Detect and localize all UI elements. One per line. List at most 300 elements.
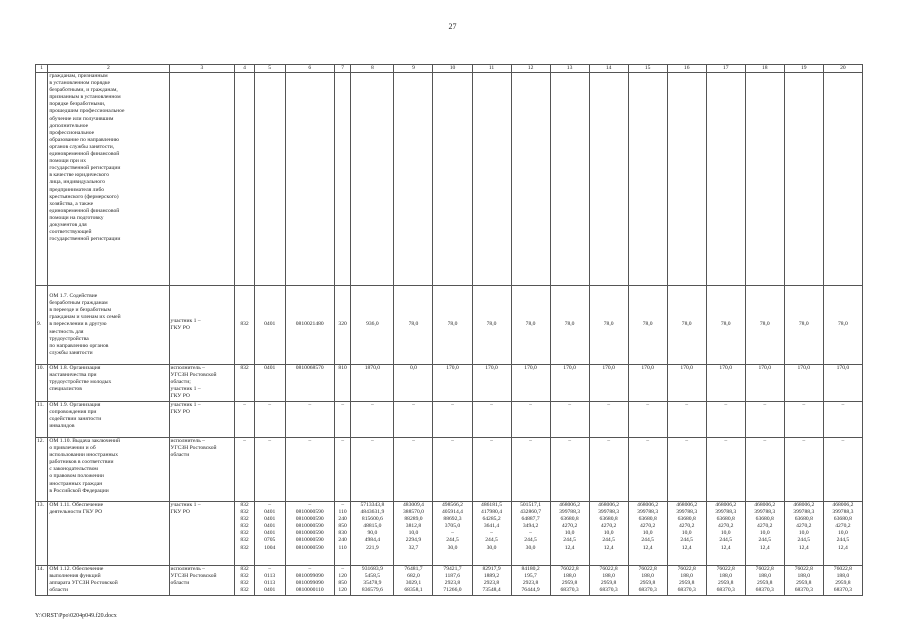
table-row (36, 438, 863, 502)
cell-line: 240 (338, 537, 347, 544)
cell-line: 30,0 (447, 544, 458, 551)
cell-line: 832 (240, 530, 249, 537)
cell-line: 399788,3 (559, 509, 581, 516)
table-cell (706, 566, 745, 596)
table-row (36, 365, 863, 402)
cell-line: 90,0 (367, 530, 378, 537)
cell-line: 832 (240, 509, 249, 516)
cell-line: 244,5 (680, 537, 693, 544)
table-cell (589, 566, 628, 596)
table-cell (169, 402, 235, 438)
cell-line: УГСЗН Ростовской (170, 573, 217, 580)
table-cell (511, 402, 550, 438)
cell-line: 170,0 (641, 365, 654, 371)
cell-line: 0810021480 (295, 321, 324, 328)
cell-line: 78,0 (681, 321, 692, 328)
cell-line: 4270,2 (757, 523, 773, 530)
cell-line: 78,0 (486, 321, 497, 328)
table-cell (628, 365, 667, 402)
cell-line: 832 (240, 537, 249, 544)
table-cell (169, 566, 235, 596)
table-cell (235, 365, 255, 402)
cell-line: 0401 (264, 365, 276, 371)
cell-line: ОМ 1.11. Обеспечение (49, 502, 104, 508)
cell-line: гражданам, признанным (49, 73, 108, 79)
cell-line: 170,0 (758, 365, 772, 371)
cell-line: 78,0 (525, 321, 536, 328)
table-cell (394, 566, 433, 596)
cell-line: о привлечении и об (49, 445, 96, 452)
cell-line: 78,0 (408, 321, 419, 328)
cell-line: 2959,8 (678, 580, 695, 587)
table-cell (784, 566, 823, 596)
cell-line: 320 (338, 321, 347, 328)
cell-line: 0705 (264, 537, 276, 544)
cell-line: 188,0 (836, 573, 850, 580)
cell-line: ОМ 1.8. Организация (49, 365, 101, 371)
table-cell (550, 502, 589, 566)
cell-line: участник 1 – (170, 386, 201, 393)
table-cell (550, 438, 589, 502)
table-cell (169, 73, 235, 286)
table-cell (511, 438, 550, 502)
cell-line: области; (170, 379, 191, 386)
cell-line: – (243, 402, 246, 408)
cell-line: – (802, 438, 806, 444)
table-cell (706, 365, 745, 402)
cell-line: 2923,8 (522, 580, 539, 587)
column-number-header: 17 (706, 65, 745, 73)
table-cell (745, 73, 784, 286)
cell-line: 71266,0 (443, 587, 462, 594)
cell-line: 244,5 (485, 537, 498, 544)
cell-line: 2959,8 (718, 580, 734, 587)
table-cell (334, 402, 350, 438)
cell-line: 832 (240, 516, 249, 523)
cell-line: 68370,3 (755, 587, 774, 594)
cell-line: 2959,8 (639, 580, 656, 587)
cell-line: исполнитель – (170, 438, 205, 444)
cell-line: ОМ 1.10. Выдача заключений (49, 438, 121, 444)
table-cell (169, 502, 235, 566)
cell-line: аппарата УГСЗН Ростовской (49, 580, 118, 587)
cell-line: 0113 (264, 580, 276, 587)
cell-line: единовременной финансовой (49, 207, 120, 214)
cell-line: области (49, 587, 69, 594)
table-cell (334, 365, 350, 402)
table-cell (254, 502, 285, 566)
cell-line: 830 (338, 530, 347, 537)
cell-line: с законодательством (49, 466, 98, 473)
cell-line: 12. (37, 438, 44, 444)
table-cell (628, 286, 667, 365)
cell-line: – (268, 402, 272, 408)
cell-line: в переезде и безработным (49, 307, 112, 314)
cell-line: в переселении в другую (49, 321, 107, 328)
column-number-header: 20 (823, 65, 862, 73)
column-number-header: 12 (511, 65, 550, 73)
cell-line: 76481,7 (404, 566, 423, 572)
cell-line: 3494,2 (522, 523, 539, 530)
table-cell (511, 73, 550, 286)
column-number-header: 15 (628, 65, 667, 73)
cell-line: 73548,4 (482, 587, 501, 594)
cell-line: о правовом положении (49, 473, 104, 480)
cell-line: 0401 (264, 587, 276, 594)
cell-line: 240 (338, 516, 347, 523)
cell-line: 68370,3 (560, 587, 579, 594)
table-cell (36, 566, 48, 596)
cell-line: – (451, 530, 454, 537)
cell-line: – (268, 502, 272, 508)
cell-line: 1889,2 (483, 573, 500, 580)
column-number-header: 11 (472, 65, 511, 73)
cell-line: 170,0 (602, 365, 615, 371)
cell-line: 5713343,8 (360, 502, 385, 508)
table-cell (36, 438, 48, 502)
cell-line: 76022,8 (755, 566, 774, 572)
cell-line: 110 (338, 509, 347, 516)
table-cell (36, 502, 48, 566)
table-cell (334, 286, 350, 365)
column-number-header: 10 (433, 65, 472, 73)
table-cell (285, 566, 334, 596)
cell-line: – (308, 438, 312, 444)
cell-line: ОМ 1.9. Организация (49, 402, 101, 408)
table-cell (48, 566, 169, 596)
cell-line: 79421,7 (443, 566, 462, 572)
cell-line: 815600,6 (361, 516, 383, 523)
column-number-header: 14 (589, 65, 628, 73)
table-cell (550, 365, 589, 402)
cell-line: 4270,2 (678, 523, 695, 530)
cell-line: деятельности ГКУ РО (49, 509, 103, 516)
table-cell (511, 286, 550, 365)
cell-line: 170,0 (836, 365, 850, 371)
cell-line: 12,4 (681, 544, 692, 551)
cell-line: 0810099090 (295, 580, 324, 587)
table-cell (254, 438, 285, 502)
cell-line: 0401 (264, 321, 276, 328)
table-cell (235, 73, 255, 286)
cell-line: – (243, 438, 246, 444)
table-cell (706, 438, 745, 502)
cell-line: порядке безработными, (49, 101, 106, 108)
table-cell (472, 73, 511, 286)
table-cell (433, 286, 472, 365)
cell-line: 76022,8 (560, 566, 579, 572)
cell-line: безработным гражданам (49, 300, 108, 307)
table-cell (550, 402, 589, 438)
cell-line: 0401 (264, 530, 276, 537)
table-cell (334, 566, 350, 596)
column-number-header: 9 (394, 65, 433, 73)
cell-line: 850 (338, 523, 347, 530)
table-cell (235, 566, 255, 596)
cell-line: 836579,6 (361, 587, 383, 594)
cell-line: 244,5 (602, 537, 615, 544)
cell-line: – (490, 402, 493, 408)
table-cell (254, 566, 285, 596)
table-cell (334, 73, 350, 286)
cell-line: 468006,2 (754, 502, 776, 508)
cell-line: 68370,3 (833, 587, 852, 594)
column-number-header: 3 (169, 65, 235, 73)
table-cell (784, 73, 823, 286)
cell-line: 2959,8 (835, 580, 851, 587)
table-cell (394, 402, 433, 438)
table-cell (550, 286, 589, 365)
cell-line: 2294,9 (405, 537, 422, 544)
cell-line: 12,4 (642, 544, 653, 551)
table-cell (550, 566, 589, 596)
table-cell (745, 402, 784, 438)
cell-line: 0810099090 (295, 573, 324, 580)
cell-line: исполнитель – (170, 566, 205, 572)
cell-line: ГКУ РО (170, 393, 190, 400)
cell-line: – (568, 402, 571, 408)
cell-line: 2923,8 (444, 580, 461, 587)
table-cell (169, 286, 235, 365)
column-number-header: 13 (550, 65, 589, 73)
column-number-header: 2 (48, 65, 169, 73)
cell-line: 4270,2 (600, 523, 617, 530)
cell-line: гражданам и членам их семей (49, 314, 121, 321)
cell-line: 170,0 (563, 365, 576, 371)
cell-line: 244,5 (836, 537, 850, 544)
table-cell (667, 286, 706, 365)
table-header-row (36, 65, 863, 73)
cell-line: 244,5 (719, 537, 733, 544)
cell-line: трудоустройстве молодых (49, 379, 112, 386)
cell-line: 0,0 (409, 365, 417, 371)
table-cell (169, 438, 235, 502)
cell-line: в Российской Федерации (49, 487, 109, 494)
cell-line: 0810000590 (295, 530, 324, 537)
cell-line: 64887,7 (521, 516, 540, 523)
cell-line: 0401 (264, 509, 276, 516)
cell-line: 399788,3 (793, 509, 815, 516)
cell-line: местность для (49, 328, 84, 335)
table-row (36, 402, 863, 438)
cell-line: 468006,2 (715, 502, 737, 508)
table-cell (285, 402, 334, 438)
cell-line: 48815,0 (363, 523, 382, 530)
table-cell (433, 502, 472, 566)
cell-line: 10,0 (720, 530, 731, 537)
cell-line: 10,0 (603, 530, 614, 537)
table-cell (823, 73, 862, 286)
cell-line: 120 (338, 573, 347, 580)
cell-line: 10,0 (798, 530, 809, 537)
table-cell (823, 502, 862, 566)
cell-line: ГКУ РО (170, 409, 190, 416)
cell-line: 399788,3 (637, 509, 659, 516)
table-cell (784, 438, 823, 502)
cell-line: 0810000590 (295, 516, 324, 523)
cell-line: – (724, 402, 728, 408)
table-cell (667, 438, 706, 502)
cell-line: 10. (37, 365, 44, 371)
cell-line: ОМ 1.12. Обеспечение (49, 566, 104, 572)
cell-line: 188,0 (797, 573, 811, 580)
cell-line: 76444,9 (521, 587, 540, 594)
cell-line: содействии занятости (49, 416, 102, 423)
cell-line: в установленном порядке (49, 80, 110, 87)
cell-line: 63680,8 (638, 516, 657, 523)
cell-line: 3641,4 (483, 523, 500, 530)
cell-line: 432860,7 (520, 509, 542, 516)
cell-line: области (170, 452, 190, 459)
cell-line: 13. (37, 502, 44, 508)
table-cell (823, 402, 862, 438)
cell-line: 0810000110 (295, 587, 324, 594)
table-cell (550, 73, 589, 286)
cell-line: 5458,5 (364, 573, 381, 580)
cell-line: 63680,8 (716, 516, 735, 523)
cell-line: 0401 (264, 516, 276, 523)
cell-line: 832 (240, 573, 249, 580)
cell-line: 832 (240, 502, 249, 508)
cell-line: – (490, 530, 493, 537)
cell-line: 78,0 (838, 321, 848, 328)
cell-line: помощи на подготовку (49, 214, 104, 221)
cell-line: 832 (240, 544, 249, 551)
cell-line: 3029,1 (405, 580, 422, 587)
cell-line: 832 (240, 523, 249, 530)
column-number-header: 8 (351, 65, 394, 73)
cell-line: – (341, 566, 344, 572)
cell-line: 244,5 (446, 537, 459, 544)
cell-line: – (308, 502, 312, 508)
cell-line: 483009,4 (402, 502, 424, 508)
cell-line: 832 (240, 580, 249, 587)
cell-line: 30,0 (525, 544, 536, 551)
cell-line: 0113 (264, 573, 276, 580)
cell-line: 68370,3 (794, 587, 813, 594)
cell-line: 832 (240, 566, 249, 572)
cell-line: 78,0 (603, 321, 614, 328)
cell-line: 63680,8 (794, 516, 813, 523)
cell-line: – (763, 402, 767, 408)
table-cell (351, 438, 394, 502)
cell-line: 2923,8 (483, 580, 500, 587)
column-number-header: 16 (667, 65, 706, 73)
cell-line: 468006,2 (637, 502, 659, 508)
cell-line: службы занятости (49, 349, 93, 356)
cell-line: 12,4 (720, 544, 731, 551)
cell-line: 78,0 (642, 321, 653, 328)
table-cell (48, 73, 169, 286)
cell-line: 399788,3 (676, 509, 698, 516)
cell-line: по направлению органов (49, 342, 109, 349)
table-cell (589, 502, 628, 566)
cell-line: 170,0 (797, 365, 811, 371)
cell-line: – (341, 438, 344, 444)
table-cell (433, 566, 472, 596)
cell-line: профессиональное (49, 129, 95, 136)
cell-line: – (646, 438, 650, 444)
table-cell (334, 502, 350, 566)
cell-line: 12,4 (564, 544, 575, 551)
cell-line: 30,0 (486, 544, 497, 551)
cell-line: 4270,2 (796, 523, 812, 530)
cell-line: 9. (37, 321, 42, 328)
cell-line: 68370,3 (677, 587, 696, 594)
cell-line: 78,0 (447, 321, 458, 328)
cell-line: 68370,3 (638, 587, 657, 594)
cell-line: 188,0 (563, 573, 576, 580)
table-cell (823, 365, 862, 402)
table-cell (235, 286, 255, 365)
column-number-header: 19 (784, 65, 823, 73)
cell-line: 170,0 (680, 365, 693, 371)
cell-line: документов для (49, 221, 87, 228)
cell-line: – (529, 438, 532, 444)
table-cell (235, 402, 255, 438)
cell-line: 468006,2 (559, 502, 581, 508)
cell-line: 388570,0 (402, 509, 424, 516)
cell-line: 63680,8 (599, 516, 618, 523)
table-cell (285, 502, 334, 566)
cell-line: 417980,4 (481, 509, 503, 516)
cell-line: 2959,8 (561, 580, 578, 587)
cell-line: помощи при их (49, 158, 87, 165)
cell-line: участник 1 – (170, 502, 201, 508)
cell-line: 810 (338, 365, 347, 371)
table-cell (628, 402, 667, 438)
cell-line: 188,0 (758, 573, 772, 580)
table-cell (433, 402, 472, 438)
table-cell (745, 286, 784, 365)
cell-line: обучение или получившим (49, 115, 114, 122)
cell-line: 170,0 (524, 365, 537, 371)
table-cell (745, 502, 784, 566)
cell-line: признанным в установленном (49, 94, 121, 101)
table-cell (36, 286, 48, 365)
table-cell (48, 402, 169, 438)
cell-line: – (268, 566, 272, 572)
cell-line: 244,5 (797, 537, 811, 544)
cell-line: 4270,2 (561, 523, 578, 530)
table-cell (589, 286, 628, 365)
cell-line: 2959,8 (796, 580, 812, 587)
cell-line: 63680,8 (755, 516, 774, 523)
cell-line: 0810000590 (295, 544, 324, 551)
cell-line: 0810000590 (295, 537, 324, 544)
cell-line: – (607, 402, 611, 408)
cell-line: 12,4 (603, 544, 614, 551)
table-cell (628, 438, 667, 502)
table-cell (36, 402, 48, 438)
cell-line: 1004 (264, 544, 276, 551)
cell-line: 78,0 (798, 321, 809, 328)
cell-line: инвалидов (49, 423, 75, 430)
table-row (36, 566, 863, 596)
cell-line: – (370, 402, 374, 408)
table-cell (784, 502, 823, 566)
cell-line: 12,4 (838, 544, 848, 551)
table-cell (589, 402, 628, 438)
cell-line: – (802, 402, 806, 408)
cell-line: 4270,2 (718, 523, 734, 530)
column-number-header: 4 (235, 65, 255, 73)
cell-line: 244,5 (563, 537, 576, 544)
cell-line: 76022,8 (716, 566, 735, 572)
table-cell (784, 402, 823, 438)
cell-line: государственной регистрации (49, 236, 121, 243)
cell-line: 170,0 (719, 365, 733, 371)
